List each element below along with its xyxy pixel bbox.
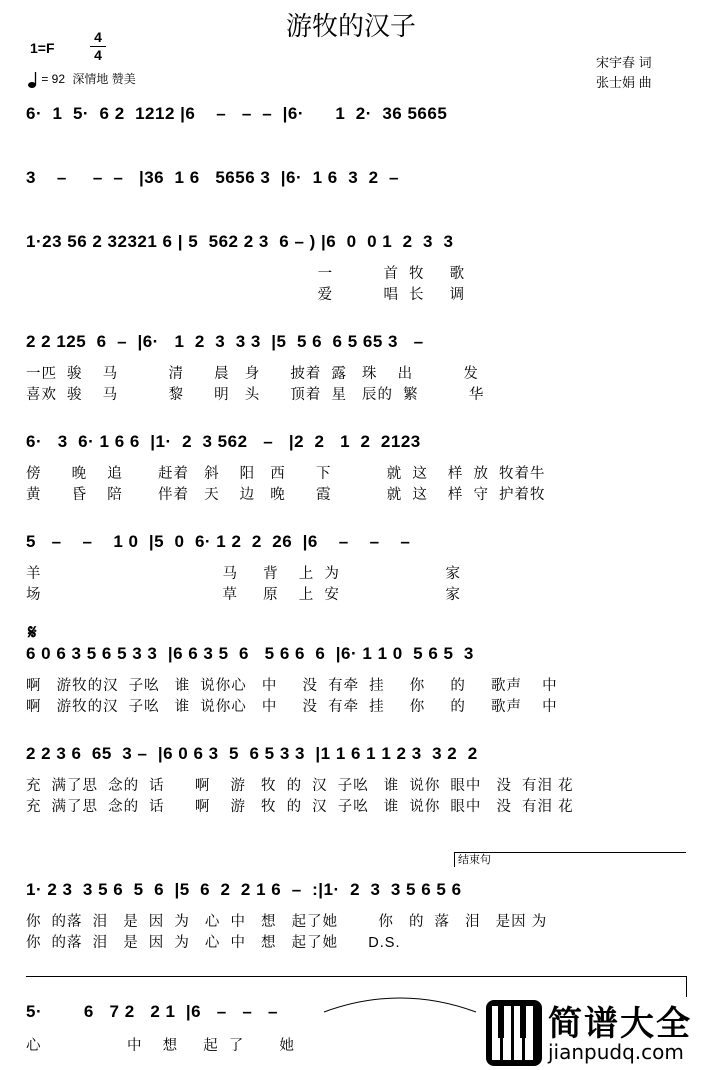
tempo-marking [28, 70, 136, 89]
score-row-5-notes: 6· 3 6· 1 6 6 |1· 2 3 562 – |2 2 1 2 2123 [26, 432, 421, 451]
ending-bracket: 结束句 [454, 852, 686, 867]
score-row-3-lyrics-1: 一 首 牧 歌 [26, 266, 466, 282]
score-row-8-lyrics-1: 充 满了思 念的 话 啊 游 牧 的 汉 子吆 谁 说你 眼中 没 有泪 花 [26, 778, 574, 794]
score-row-9-lyrics-2: 你 的落 泪 是 因 为 心 中 想 起了她 D.S. [26, 935, 401, 951]
score-row-7-lyrics-2: 啊 游牧的汉 子吆 谁 说你心 中 没 有牵 挂 你 的 歌声 中 [26, 699, 558, 715]
score-row-9-notes: 1· 2 3 3 5 6 5 6 |5 6 2 2 1 6 – :|1· 2 3 3 5 6 5 6 [26, 880, 462, 899]
site-logo-text: 简谱大全 [548, 1005, 692, 1043]
score-row-3-lyrics-2: 爱 唱 长 调 [26, 287, 466, 303]
score-row-4-lyrics-1: 一匹 骏 马 清 晨 身 披着 露 珠 出 发 [26, 366, 479, 382]
lyricist-credit: 宋宇春 词 [596, 55, 652, 70]
time-signature-bottom: 4 [94, 47, 102, 63]
segno-sign: 𝄋 [28, 622, 37, 644]
score-row-8-lyrics-2: 充 满了思 念的 话 啊 游 牧 的 汉 子吆 谁 说你 眼中 没 有泪 花 [26, 799, 574, 815]
page-title: 游牧的汉子 [285, 11, 416, 41]
score-row-5-lyrics-1: 傍 晚 追 赶着 斜 阳 西 下 就 这 样 放 牧着牛 [26, 466, 546, 482]
tempo-expression: 深情地 赞美 [72, 72, 136, 86]
score-row-10-notes: 5· 6 7 2 2 1 |6 – – – [26, 1002, 278, 1021]
key-signature: 1=F [30, 40, 55, 56]
score-row-8-notes: 2 2 3 6 65 3 – |6 0 6 3 5 6 5 3 3 |1 1 6 1 1 2 3 3 2 2 [26, 744, 478, 763]
slur-mark [320, 990, 480, 1014]
score-row-10-lyrics-1: 心 中 想 起 了 她 [26, 1038, 295, 1054]
score-row-4-notes: 2 2 125 6 – |6· 1 2 3 3 3 |5 5 6 6 5 65 3 – [26, 332, 424, 351]
composer-credit: 张士娟 曲 [596, 75, 652, 90]
tempo-value: = 92 [41, 72, 66, 86]
score-row-4-lyrics-2: 喜欢 骏 马 黎 明 头 顶着 星 辰的 繁 华 [26, 387, 485, 403]
score-row-2-notes: 3 – – – |36 1 6 5656 3 |6· 1 6 3 2 – [26, 168, 399, 187]
site-url: jianpudq.com [548, 1040, 684, 1064]
score-row-9-lyrics-1: 你 的落 泪 是 因 为 心 中 想 起了她 你 的 落 泪 是因 为 [26, 914, 548, 930]
score-row-3-notes: 1·23 56 2 32321 6 | 5 562 2 3 6 – ) |6 0 0 1 2 3 3 [26, 232, 454, 251]
score-row-7-lyrics-1: 啊 游牧的汉 子吆 谁 说你心 中 没 有牵 挂 你 的 歌声 中 [26, 678, 558, 694]
score-row-1-notes: 6· 1 5· 6 2 1212 |6 – – – |6· 1 2· 36 5665 [26, 104, 448, 123]
time-signature-top: 4 [94, 29, 102, 45]
quarter-note-icon [28, 71, 38, 89]
score-row-6-lyrics-1: 羊 马 背 上 为 家 [26, 566, 461, 582]
score-row-7-notes: 6 0 6 3 5 6 5 3 3 |6 6 3 5 6 5 6 6 6 |6· 1 1 0 5 6 5 3 [26, 644, 474, 663]
score-row-6-lyrics-2: 场 草 原 上 安 家 [26, 587, 461, 603]
score-row-5-lyrics-2: 黄 昏 陪 伴着 天 边 晚 霞 就 这 样 守 护着牧 [26, 487, 546, 503]
time-signature [88, 30, 108, 63]
score-row-6-notes: 5 – – 1 0 |5 0 6· 1 2 2 26 |6 – – – [26, 532, 411, 551]
